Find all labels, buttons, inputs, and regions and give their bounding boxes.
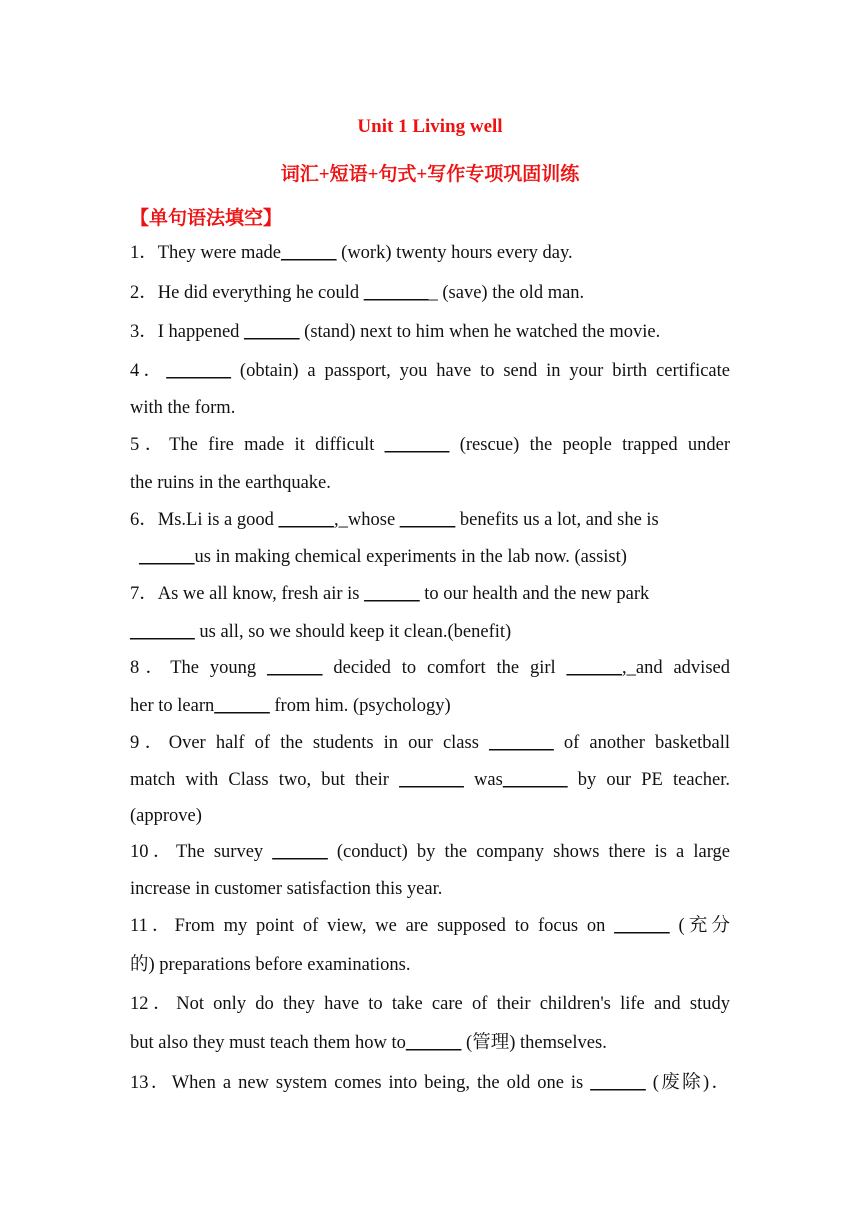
question-3 [130, 320, 730, 344]
question-8 [130, 656, 730, 680]
question-8-continued [130, 694, 730, 718]
question-text: 3．I happened [130, 322, 245, 342]
question-text: 8．The young [130, 658, 268, 678]
question-text: ,_and advised [622, 658, 730, 678]
question-9-hint: (approve) [130, 806, 202, 826]
question-text: (work) twenty hours every day. [336, 243, 573, 263]
question-text: 9．Over half of the students in our class [130, 733, 490, 753]
question-5-continued: the ruins in the earthquake. [130, 473, 331, 493]
question-text: (stand) next to him when he watched the movie. [299, 322, 661, 342]
question-text: from him. (psychology) [269, 696, 451, 716]
question-11-continued: 的) preparations before examinations. [130, 955, 411, 975]
question-text: 11．From my point of view, we are supposed to focus on [130, 916, 615, 936]
answer-blank[interactable]: _______ [399, 770, 464, 790]
question-7-continued [130, 620, 730, 644]
answer-blank[interactable]: ______ [364, 584, 420, 604]
question-6-continued [139, 545, 739, 569]
question-text: decided to comfort the girl [322, 658, 567, 678]
document-subtitle: 词汇+短语+句式+写作专项巩固训练 [280, 164, 580, 185]
question-text: ,_whose [334, 510, 400, 530]
question-12-continued [130, 1031, 730, 1055]
question-text: of another basketball [553, 733, 730, 753]
question-text: but also they must teach them how to [130, 1033, 406, 1053]
question-text: (废除)． [645, 1073, 731, 1093]
answer-blank[interactable]: ______ [281, 243, 337, 263]
question-text: match with Class two, but their [130, 770, 400, 790]
answer-blank[interactable]: _______ [489, 733, 554, 753]
question-text: 7．As we all know, fresh air is [130, 584, 365, 604]
question-text: (管理) themselves. [461, 1033, 607, 1053]
answer-blank[interactable]: ______ [566, 658, 623, 678]
question-2 [130, 281, 730, 305]
question-text: benefits us a lot, and she is [455, 510, 659, 530]
question-text: us in making chemical experiments in the lab now. (assist) [194, 547, 627, 567]
answer-blank[interactable]: _______ [130, 622, 195, 642]
question-text: _ (save) the old man. [428, 283, 585, 303]
question-9 [130, 731, 730, 755]
question-10 [130, 840, 730, 864]
answer-blank[interactable]: ______ [399, 510, 456, 530]
question-12: 12．Not only do they have to take care of their children's life and study [130, 994, 730, 1014]
answer-blank[interactable]: ______ [139, 547, 195, 567]
question-text: by our PE teacher. [567, 770, 731, 790]
answer-blank[interactable]: ______ [244, 322, 300, 342]
document-title: Unit 1 Living well [357, 116, 503, 137]
question-text: 4． [130, 361, 167, 381]
question-6 [130, 508, 730, 532]
question-13 [130, 1071, 730, 1095]
question-text: (充分 [669, 916, 731, 936]
question-7 [130, 582, 730, 606]
question-5 [130, 433, 730, 457]
question-1 [130, 241, 730, 265]
question-text: (conduct) by the company shows there is a large [327, 842, 730, 862]
question-9-continued [130, 768, 730, 792]
question-text: was [463, 770, 503, 790]
answer-blank[interactable]: ______ [405, 1033, 462, 1053]
question-4 [130, 359, 730, 383]
answer-blank[interactable]: ______ [614, 916, 670, 936]
answer-blank[interactable]: _______ [363, 283, 429, 303]
question-text: 5．The fire made it difficult [130, 435, 385, 455]
answer-blank[interactable]: _______ [384, 435, 450, 455]
answer-blank[interactable]: ______ [278, 510, 335, 530]
question-text: us all, so we should keep it clean.(benefit) [194, 622, 512, 642]
question-text: to our health and the new park [419, 584, 650, 604]
question-text: 1．They were made [130, 243, 282, 263]
question-text: 2．He did everything he could [130, 283, 364, 303]
question-4-continued: with the form. [130, 398, 236, 418]
answer-blank[interactable]: ______ [272, 842, 328, 862]
question-text: 13．When a new system comes into being, the old one is [130, 1073, 591, 1093]
question-11 [130, 914, 730, 938]
answer-blank[interactable]: ______ [267, 658, 323, 678]
question-10-continued: increase in customer satisfaction this year. [130, 879, 443, 899]
question-text: 6．Ms.Li is a good [130, 510, 279, 530]
answer-blank[interactable]: ______ [590, 1073, 646, 1093]
section-heading: 【单句语法填空】 [130, 208, 283, 229]
answer-blank[interactable]: ______ [214, 696, 270, 716]
question-text: 10．The survey [130, 842, 273, 862]
question-text: (rescue) the people trapped under [449, 435, 730, 455]
question-text: (obtain) a passport, you have to send in your birth certificate [231, 361, 730, 381]
answer-blank[interactable]: _______ [166, 361, 232, 381]
question-text: her to learn [130, 696, 215, 716]
answer-blank[interactable]: _______ [502, 770, 568, 790]
